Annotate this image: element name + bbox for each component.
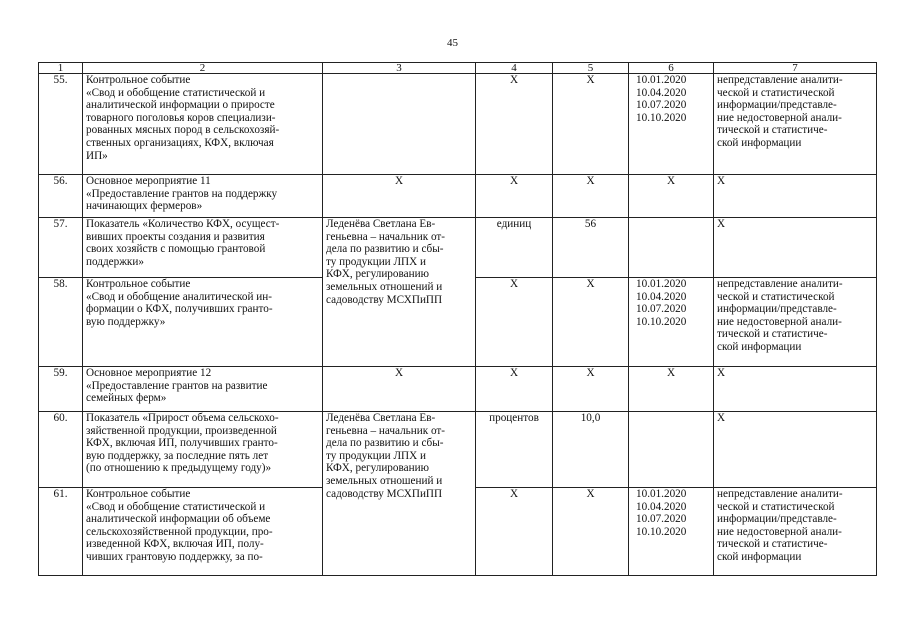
row-description: Показатель «Количество КФХ, осущест- вивших проекты создания и развития своих хозяйств с помощью грантовой поддержки» <box>83 218 323 278</box>
deadline-dates: 10.01.2020 10.04.2020 10.07.2020 10.10.2020 <box>629 488 714 576</box>
responsible-cell <box>323 74 476 175</box>
row-description: Контрольное событие «Свод и обобщение статистической и аналитической информации о приросте товарного поголовья коров специализи- рованных мясных пород в сельскохозяй- ственных организациях, КФХ, включая ИП» <box>83 74 323 175</box>
value-cell: Х <box>553 74 629 175</box>
unit-cell: Х <box>476 74 553 175</box>
column-number: 6 <box>629 63 714 74</box>
table-row <box>39 74 877 175</box>
unit-cell: единиц <box>476 218 553 278</box>
value-cell: 56 <box>553 218 629 278</box>
risk-note: непредставление аналити- ческой и статистической информации/представле- ние недостоверной анали- тической и статистиче- ской информации <box>714 74 877 175</box>
deadline-cell <box>629 412 714 488</box>
deadline-cell: Х <box>629 175 714 218</box>
unit-cell: процентов <box>476 412 553 488</box>
deadline-dates: 10.01.2020 10.04.2020 10.07.2020 10.10.2020 <box>629 278 714 367</box>
value-cell: Х <box>553 278 629 367</box>
column-numbers-row <box>39 63 877 74</box>
value-cell: Х <box>553 367 629 412</box>
row-description: Показатель «Прирост объема сельскохо- зяйственной продукции, произведенной КФХ, включая ИП, получивших гранто- вую поддержку, за последние пять лет (по отношению к предыдущему году)» <box>83 412 323 488</box>
table-row <box>39 367 877 412</box>
responsible-person: Леденёва Светлана Ев- геньевна – начальник от- дела по развитию и сбы- ту продукции ЛПХ и КФХ, регулированию земельных отношений и садоводству МСХПиПП <box>323 412 476 576</box>
responsible-person: Леденёва Светлана Ев- геньевна – начальник от- дела по развитию и сбы- ту продукции ЛПХ и КФХ, регулированию земельных отношений и садоводству МСХПиПП <box>323 218 476 367</box>
row-number: 61. <box>39 488 83 576</box>
row-number: 60. <box>39 412 83 488</box>
row-number: 57. <box>39 218 83 278</box>
deadline-cell <box>629 218 714 278</box>
unit-cell: Х <box>476 367 553 412</box>
page-number: 45 <box>447 37 458 49</box>
value-cell: Х <box>553 175 629 218</box>
risk-note: непредставление аналити- ческой и статистической информации/представле- ние недостоверной анали- тической и статистиче- ской информации <box>714 278 877 367</box>
column-number: 7 <box>714 63 877 74</box>
deadline-dates: 10.01.2020 10.04.2020 10.07.2020 10.10.2020 <box>629 74 714 175</box>
table-row <box>39 175 877 218</box>
column-number: 3 <box>323 63 476 74</box>
table-row <box>39 412 877 488</box>
row-description: Контрольное событие «Свод и обобщение аналитической ин- формации о КФХ, получивших гранто- вую поддержку» <box>83 278 323 367</box>
column-number: 5 <box>553 63 629 74</box>
risk-note: Х <box>714 218 877 278</box>
value-cell: 10,0 <box>553 412 629 488</box>
column-number: 1 <box>39 63 83 74</box>
row-description: Основное мероприятие 11 «Предоставление грантов на поддержку начинающих фермеров» <box>83 175 323 218</box>
unit-cell: Х <box>476 488 553 576</box>
risk-note: Х <box>714 367 877 412</box>
row-number: 59. <box>39 367 83 412</box>
row-description: Основное мероприятие 12 «Предоставление грантов на развитие семейных ферм» <box>83 367 323 412</box>
row-number: 58. <box>39 278 83 367</box>
risk-note: непредставление аналити- ческой и статистической информации/представле- ние недостоверной анали- тической и статистиче- ской информации <box>714 488 877 576</box>
unit-cell: Х <box>476 175 553 218</box>
row-description: Контрольное событие «Свод и обобщение статистической и аналитической информации об объеме сельскохозяйственной продукции, про- изведенной КФХ, включая ИП, полу- чивших грантовую поддержку, за по- <box>83 488 323 576</box>
plan-table <box>38 62 877 576</box>
column-number: 2 <box>83 63 323 74</box>
risk-note: Х <box>714 412 877 488</box>
responsible-cell: Х <box>323 367 476 412</box>
row-number: 56. <box>39 175 83 218</box>
unit-cell: Х <box>476 278 553 367</box>
value-cell: Х <box>553 488 629 576</box>
row-number: 55. <box>39 74 83 175</box>
table-row <box>39 218 877 278</box>
risk-note: Х <box>714 175 877 218</box>
column-number: 4 <box>476 63 553 74</box>
responsible-cell: Х <box>323 175 476 218</box>
deadline-cell: Х <box>629 367 714 412</box>
